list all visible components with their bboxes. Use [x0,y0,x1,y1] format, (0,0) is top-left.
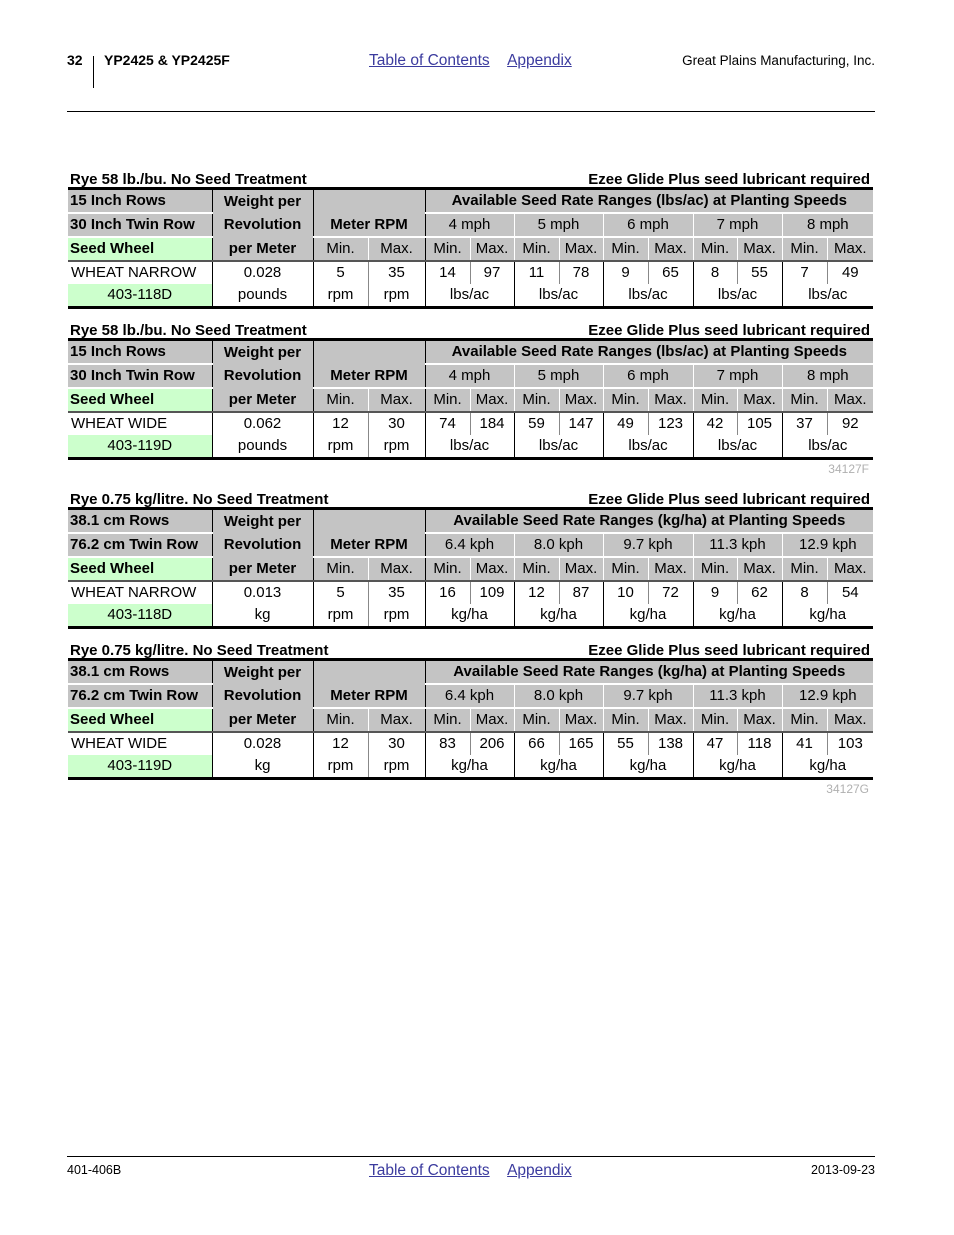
rate-unit: lbs/ac [514,284,603,308]
rate-max: 109 [470,581,514,604]
weight-unit: pounds [212,284,313,308]
rate-max: 92 [827,412,873,435]
weight-value: 0.013 [212,581,313,604]
weight-header-2: Revolution [212,533,313,557]
lubricant-note: Ezee Glide Plus seed lubricant required [588,491,870,508]
min-header: Min. [425,237,470,261]
page-number: 32 [67,52,83,68]
twin-row-label: 30 Inch Twin Row [68,364,212,388]
table-row [68,261,873,284]
min-header: Min. [603,708,648,732]
rpm-max: 30 [368,732,425,755]
rpm-max: 35 [368,581,425,604]
rate-unit: kg/ha [693,755,782,779]
weight-header-1: Weight per [212,340,313,365]
speed-label: 8 mph [782,364,873,388]
weight-unit: kg [212,604,313,628]
max-header: Max. [470,237,514,261]
min-header: Min. [603,557,648,581]
lubricant-note: Ezee Glide Plus seed lubricant required [588,642,870,659]
row-spacing-label: 15 Inch Rows [68,189,212,214]
table-row [68,604,873,628]
meter-rpm-header: Meter RPM [313,684,425,708]
table-row [68,581,873,604]
rate-unit: kg/ha [514,755,603,779]
table-row [68,435,873,459]
meter-rpm-header: Meter RPM [313,533,425,557]
rpm-min: 12 [313,412,368,435]
max-header: Max. [470,557,514,581]
rate-min: 47 [693,732,737,755]
rate-unit: lbs/ac [782,284,873,308]
min-header: Min. [782,557,827,581]
rate-unit: lbs/ac [693,284,782,308]
max-header: Max. [368,557,425,581]
min-header: Min. [425,557,470,581]
rate-max: 72 [648,581,693,604]
max-header: Max. [559,557,603,581]
rpm-unit: rpm [368,435,425,459]
seed-wheel-label: Seed Wheel [68,388,212,412]
min-header: Min. [514,237,559,261]
rate-unit: lbs/ac [603,284,693,308]
rate-unit: lbs/ac [425,284,514,308]
weight-header-3: per Meter [212,708,313,732]
weight-value: 0.062 [212,412,313,435]
rate-unit: kg/ha [693,604,782,628]
rpm-min: 5 [313,261,368,284]
table-row [68,412,873,435]
header-divider [93,56,94,88]
speed-label: 12.9 kph [782,684,873,708]
min-header: Min. [782,388,827,412]
seed-wheel-label: Seed Wheel [68,557,212,581]
speed-label: 8.0 kph [514,533,603,557]
weight-header-3: per Meter [212,388,313,412]
speed-label: 12.9 kph [782,533,873,557]
twin-row-label: 76.2 cm Twin Row [68,533,212,557]
lubricant-note: Ezee Glide Plus seed lubricant required [588,171,870,188]
rate-unit: kg/ha [603,755,693,779]
rpm-min: 5 [313,581,368,604]
rate-max: 55 [737,261,782,284]
rate-min: 10 [603,581,648,604]
weight-unit: kg [212,755,313,779]
max-header: Max. [827,708,873,732]
rate-min: 49 [603,412,648,435]
rpm-unit: rpm [313,284,368,308]
seed-wheel-part-number: 403-119D [68,435,212,459]
seed-wheel-name: WHEAT WIDE [68,412,212,435]
table-title: Rye 58 lb./bu. No Seed Treatment [70,322,307,339]
rate-ranges-header: Available Seed Rate Ranges (lbs/ac) at Planting Speeds [425,189,873,214]
table-title: Rye 58 lb./bu. No Seed Treatment [70,171,307,188]
rate-min: 9 [603,261,648,284]
min-header: Min. [514,557,559,581]
min-header: Min. [693,237,737,261]
speed-label: 6 mph [603,213,693,237]
rate-max: 65 [648,261,693,284]
max-header: Max. [648,388,693,412]
rpm-unit: rpm [313,604,368,628]
rpm-max: 35 [368,261,425,284]
rate-table-block-4 [68,639,873,796]
rate-max: 138 [648,732,693,755]
rate-min: 14 [425,261,470,284]
min-header: Min. [603,237,648,261]
rate-unit: kg/ha [425,604,514,628]
toc-link[interactable]: Table of Contents [369,52,490,69]
speed-label: 8.0 kph [514,684,603,708]
speed-label: 6.4 kph [425,684,514,708]
min-header: Min. [313,557,368,581]
rate-min: 41 [782,732,827,755]
weight-header-2: Revolution [212,213,313,237]
rate-min: 7 [782,261,827,284]
seed-rate-table [68,187,873,309]
table-title-row [68,168,873,187]
min-header: Min. [782,237,827,261]
rate-max: 123 [648,412,693,435]
weight-header-2: Revolution [212,684,313,708]
rate-min: 8 [693,261,737,284]
twin-row-label: 30 Inch Twin Row [68,213,212,237]
lubricant-note: Ezee Glide Plus seed lubricant required [588,322,870,339]
rate-unit: kg/ha [782,604,873,628]
rate-table-block-1 [68,168,873,311]
row-spacing-label: 15 Inch Rows [68,340,212,365]
rate-unit: kg/ha [782,755,873,779]
rpm-header-blank [313,340,425,365]
rate-min: 59 [514,412,559,435]
rate-max: 54 [827,581,873,604]
table-title-row [68,488,873,507]
seed-wheel-part-number: 403-119D [68,755,212,779]
min-header: Min. [313,237,368,261]
max-header: Max. [648,708,693,732]
rate-ranges-header: Available Seed Rate Ranges (kg/ha) at Planting Speeds [425,660,873,685]
weight-header-2: Revolution [212,364,313,388]
min-header: Min. [425,388,470,412]
rate-min: 8 [782,581,827,604]
speed-label: 7 mph [693,213,782,237]
max-header: Max. [737,708,782,732]
rate-min: 55 [603,732,648,755]
rpm-unit: rpm [368,755,425,779]
max-header: Max. [737,237,782,261]
speed-label: 5 mph [514,213,603,237]
seed-wheel-name: WHEAT NARROW [68,261,212,284]
max-header: Max. [827,557,873,581]
rate-unit: lbs/ac [425,435,514,459]
table-title: Rye 0.75 kg/litre. No Seed Treatment [70,491,329,508]
max-header: Max. [648,557,693,581]
min-header: Min. [782,708,827,732]
min-header: Min. [514,388,559,412]
seed-rate-table [68,338,873,460]
rate-max: 206 [470,732,514,755]
rate-min: 66 [514,732,559,755]
meter-rpm-header: Meter RPM [313,213,425,237]
footer-rule [67,1156,875,1157]
rate-min: 42 [693,412,737,435]
speed-label: 8 mph [782,213,873,237]
rpm-min: 12 [313,732,368,755]
rate-max: 103 [827,732,873,755]
seed-rate-table [68,507,873,629]
rate-max: 97 [470,261,514,284]
table-title: Rye 0.75 kg/litre. No Seed Treatment [70,642,329,659]
rpm-unit: rpm [368,604,425,628]
rpm-header-blank [313,660,425,685]
speed-label: 5 mph [514,364,603,388]
rate-max: 62 [737,581,782,604]
min-header: Min. [313,388,368,412]
row-spacing-label: 38.1 cm Rows [68,509,212,534]
twin-row-label: 76.2 cm Twin Row [68,684,212,708]
rate-min: 12 [514,581,559,604]
weight-unit: pounds [212,435,313,459]
max-header: Max. [559,237,603,261]
rate-max: 147 [559,412,603,435]
speed-label: 11.3 kph [693,684,782,708]
rate-min: 37 [782,412,827,435]
rate-max: 78 [559,261,603,284]
rate-min: 11 [514,261,559,284]
rpm-header-blank [313,189,425,214]
table-row [68,284,873,308]
min-header: Min. [693,708,737,732]
weight-header-1: Weight per [212,509,313,534]
max-header: Max. [368,388,425,412]
speed-label: 6.4 kph [425,533,514,557]
max-header: Max. [648,237,693,261]
weight-value: 0.028 [212,261,313,284]
header-nav [369,52,586,70]
rate-max: 49 [827,261,873,284]
rate-min: 74 [425,412,470,435]
min-header: Min. [514,708,559,732]
min-header: Min. [425,708,470,732]
max-header: Max. [368,237,425,261]
document-part-number: 401-406B [67,1163,122,1177]
row-spacing-label: 38.1 cm Rows [68,660,212,685]
figure-number: 34127F [828,462,869,476]
speed-label: 11.3 kph [693,533,782,557]
table-row [68,755,873,779]
max-header: Max. [737,388,782,412]
rate-unit: lbs/ac [603,435,693,459]
rate-unit: lbs/ac [782,435,873,459]
rate-min: 83 [425,732,470,755]
rate-ranges-header: Available Seed Rate Ranges (kg/ha) at Planting Speeds [425,509,873,534]
speed-label: 4 mph [425,213,514,237]
weight-header-3: per Meter [212,557,313,581]
max-header: Max. [827,237,873,261]
rate-max: 165 [559,732,603,755]
seed-wheel-part-number: 403-118D [68,284,212,308]
rate-min: 16 [425,581,470,604]
rate-max: 118 [737,732,782,755]
min-header: Min. [603,388,648,412]
rpm-max: 30 [368,412,425,435]
rate-table-block-3 [68,488,873,631]
speed-label: 9.7 kph [603,684,693,708]
rate-max: 87 [559,581,603,604]
revision-date: 2013-09-23 [811,1163,875,1177]
figure-number: 34127G [826,782,869,796]
rate-unit: kg/ha [425,755,514,779]
appendix-link[interactable]: Appendix [507,1162,572,1179]
speed-label: 7 mph [693,364,782,388]
seed-rate-table [68,658,873,780]
table-title-row [68,639,873,658]
rate-max: 105 [737,412,782,435]
rpm-unit: rpm [368,284,425,308]
weight-value: 0.028 [212,732,313,755]
rate-max: 184 [470,412,514,435]
max-header: Max. [470,708,514,732]
seed-wheel-label: Seed Wheel [68,237,212,261]
max-header: Max. [368,708,425,732]
seed-wheel-label: Seed Wheel [68,708,212,732]
max-header: Max. [737,557,782,581]
max-header: Max. [470,388,514,412]
rpm-header-blank [313,509,425,534]
table-title-row [68,319,873,338]
rate-table-block-2 [68,319,873,476]
meter-rpm-header: Meter RPM [313,364,425,388]
rate-unit: lbs/ac [514,435,603,459]
speed-label: 4 mph [425,364,514,388]
company-name: Great Plains Manufacturing, Inc. [682,53,875,68]
table-row [68,732,873,755]
seed-wheel-name: WHEAT NARROW [68,581,212,604]
min-header: Min. [693,557,737,581]
rate-ranges-header: Available Seed Rate Ranges (lbs/ac) at Planting Speeds [425,340,873,365]
min-header: Min. [313,708,368,732]
weight-header-1: Weight per [212,189,313,214]
min-header: Min. [693,388,737,412]
max-header: Max. [827,388,873,412]
rpm-unit: rpm [313,755,368,779]
weight-header-3: per Meter [212,237,313,261]
header-rule [67,111,875,112]
rpm-unit: rpm [313,435,368,459]
max-header: Max. [559,708,603,732]
speed-label: 6 mph [603,364,693,388]
rate-min: 9 [693,581,737,604]
speed-label: 9.7 kph [603,533,693,557]
toc-link[interactable]: Table of Contents [369,1162,490,1179]
appendix-link[interactable]: Appendix [507,52,572,69]
weight-header-1: Weight per [212,660,313,685]
seed-wheel-part-number: 403-118D [68,604,212,628]
model-title: YP2425 & YP2425F [104,52,230,68]
rate-unit: kg/ha [603,604,693,628]
rate-unit: kg/ha [514,604,603,628]
rate-unit: lbs/ac [693,435,782,459]
seed-wheel-name: WHEAT WIDE [68,732,212,755]
max-header: Max. [559,388,603,412]
footer-nav [369,1162,586,1180]
